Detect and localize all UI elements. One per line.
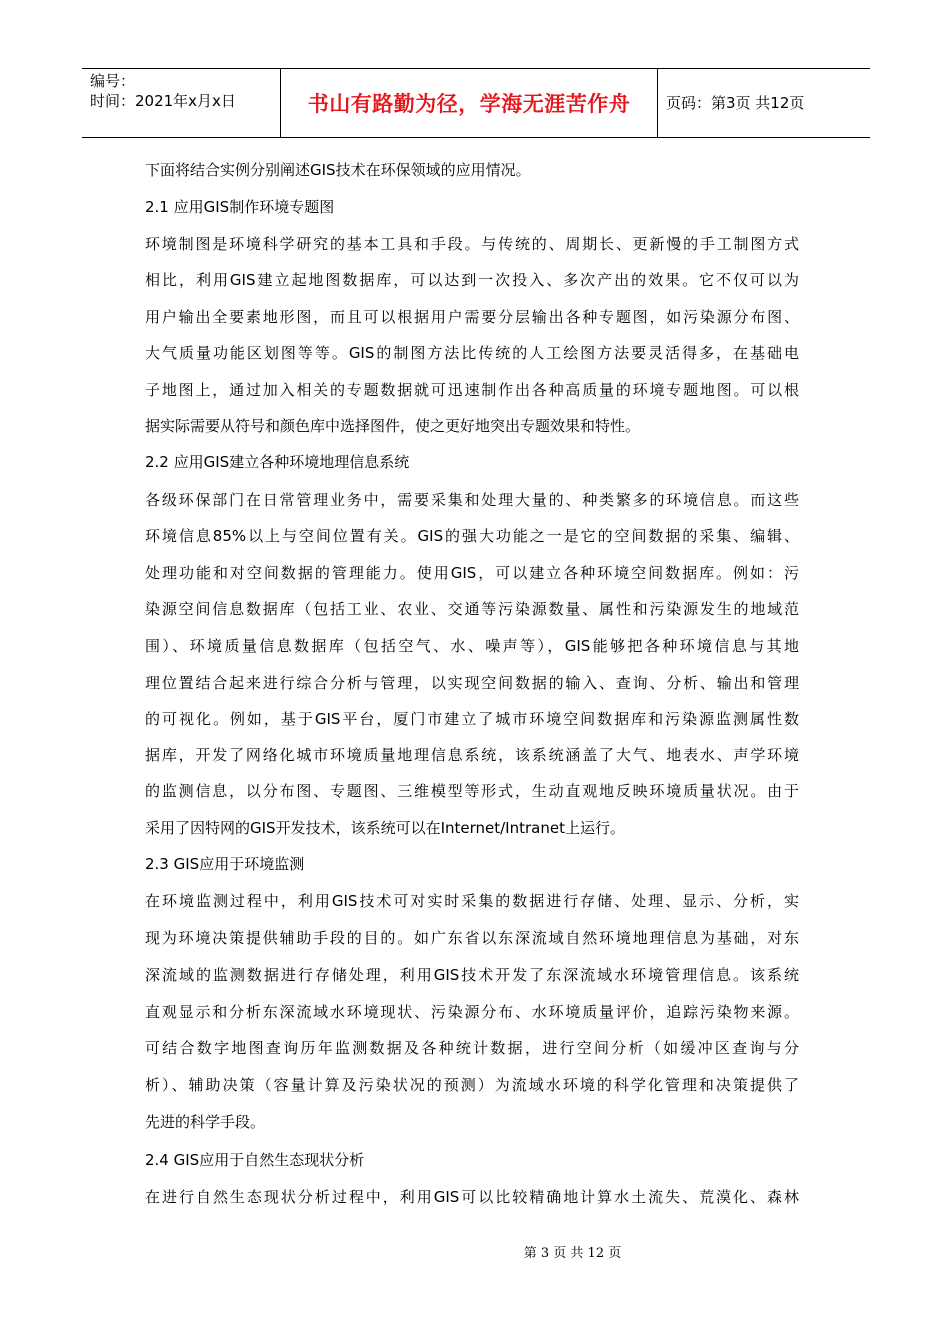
body-text-line: 染源空间信息数据库（包括工业、农业、交通等污染源数量、属性和污染源发生的地域范 [145,600,799,618]
body-text-line: 先进的科学手段。 [145,1113,266,1131]
body-text-line: 下面将结合实例分别阐述GIS技术在环保领域的应用情况。 [145,161,531,179]
body-text-line: 直观显示和分析东深流域水环境现状、污染源分布、水环境质量评价，追踪污染物来源。 [145,1003,799,1021]
page-header [82,68,870,138]
header-motto: 书山有路勤为径，学海无涯苦作舟 [307,92,631,116]
body-text-line: 的可视化。例如，基于GIS平台，厦门市建立了城市环境空间数据库和污染源监测属性数 [145,710,799,728]
body-text-line: 据库，开发了网络化城市环境质量地理信息系统，该系统涵盖了大气、地表水、声学环境 [145,746,799,764]
document-number-label: 编号： [90,72,136,90]
document-date-label: 时间：2021年x月x日 [90,92,236,110]
body-text-line: 围）、环境质量信息数据库（包括空气、水、噪声等），GIS能够把各种环境信息与其地 [145,637,799,655]
body-text-line: 据实际需要从符号和颜色库中选择图件，使之更好地突出专题效果和特性。 [145,417,641,435]
section-heading: 2.2 应用GIS建立各种环境地理信息系统 [145,453,410,471]
section-heading: 2.4 GIS应用于自然生态现状分析 [145,1151,365,1169]
body-text-line: 采用了因特网的GIS开发技术，该系统可以在Internet/Intranet上运行。 [145,819,625,837]
body-text-line: 各级环保部门在日常管理业务中，需要采集和处理大量的、种类繁多的环境信息。而这些 [145,491,799,509]
header-divider [657,69,658,137]
page-footer: 第 3 页 共 12 页 [523,1246,622,1261]
body-text-line: 在环境监测过程中，利用GIS技术可对实时采集的数据进行存储、处理、显示、分析，实 [145,892,799,910]
section-heading: 2.1 应用GIS制作环境专题图 [145,198,335,216]
body-text-line: 相比，利用GIS建立起地图数据库，可以达到一次投入、多次产出的效果。它不仅可以为 [145,271,799,289]
body-text-line: 环境制图是环境科学研究的基本工具和手段。与传统的、周期长、更新慢的手工制图方式 [145,235,799,253]
body-text-line: 的监测信息，以分布图、专题图、三维模型等形式，生动直观地反映环境质量状况。由于 [145,782,799,800]
section-heading: 2.3 GIS应用于环境监测 [145,855,305,873]
body-text-line: 子地图上，通过加入相关的专题数据就可迅速制作出各种高质量的环境专题地图。可以根 [145,381,799,399]
body-text-line: 用户输出全要素地形图，而且可以根据用户需要分层输出各种专题图，如污染源分布图、 [145,308,799,326]
header-page-code: 页码：第3页 共12页 [666,94,805,112]
body-text-line: 现为环境决策提供辅助手段的目的。如广东省以东深流域自然环境地理信息为基础，对东 [145,929,799,947]
body-text-line: 深流域的监测数据进行存储处理，利用GIS技术开发了东深流域水环境管理信息。该系统 [145,966,799,984]
body-text-line: 处理功能和对空间数据的管理能力。使用GIS，可以建立各种环境空间数据库。例如：污 [145,564,799,582]
body-text-line: 在进行自然生态现状分析过程中，利用GIS可以比较精确地计算水土流失、荒漠化、森林 [145,1188,799,1206]
body-text-line: 理位置结合起来进行综合分析与管理，以实现空间数据的输入、查询、分析、输出和管理 [145,674,799,692]
body-text-line: 大气质量功能区划图等等。GIS的制图方法比传统的人工绘图方法要灵活得多，在基础电 [145,344,799,362]
body-text-line: 析）、辅助决策（容量计算及污染状况的预测）为流域水环境的科学化管理和决策提供了 [145,1076,799,1094]
body-text-line: 环境信息85%以上与空间位置有关。GIS的强大功能之一是它的空间数据的采集、编辑、 [145,527,799,545]
header-meta [82,69,280,137]
body-text-line: 可结合数字地图查询历年监测数据及各种统计数据，进行空间分析（如缓冲区查询与分 [145,1039,799,1057]
